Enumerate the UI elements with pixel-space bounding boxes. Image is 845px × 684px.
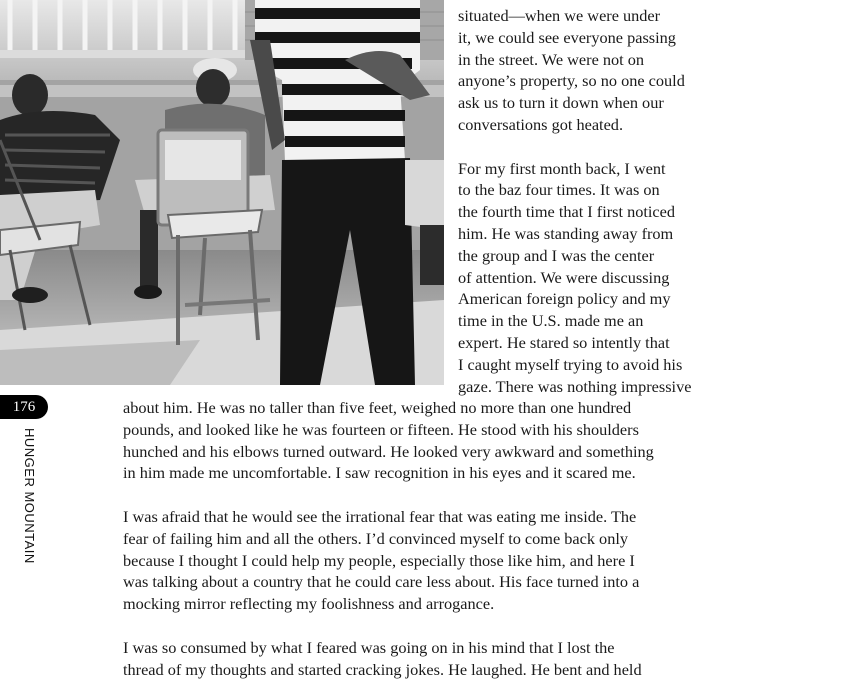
- text-line: the fourth time that I first noticed: [458, 202, 676, 222]
- text-line: to the baz four times. It was on: [458, 180, 660, 200]
- text-line: pounds, and looked like he was fourteen or fifteen. He stood with his shoulders: [123, 419, 639, 439]
- text-line: ask us to turn it down when our: [458, 93, 664, 113]
- paragraph-gap: [123, 484, 743, 506]
- text-line: about him. He was no taller than five feet, weighed no more than one hundred: [123, 398, 632, 417]
- text-line: For my first month back, I went: [458, 158, 666, 178]
- text-line: situated—when we were under: [458, 6, 661, 25]
- paragraph-gap: [123, 615, 743, 637]
- running-head: HUNGER MOUNTAIN: [22, 428, 37, 564]
- text-line: was talking about a country that he could care less about. His face turned into a: [123, 572, 640, 592]
- text-line: time in the U.S. made me an: [458, 311, 644, 331]
- text-line: I was afraid that he would see the irrational fear that was eating me inside. The: [123, 506, 637, 526]
- photo-street-scene-icon: [0, 0, 444, 385]
- text-line: anyone’s property, so no one could: [458, 71, 685, 91]
- full-width-text: [123, 397, 743, 680]
- paragraph-gap: [458, 136, 738, 158]
- street-photo: [0, 0, 444, 385]
- text-line: of attention. We were discussing: [458, 267, 670, 287]
- text-line: it, we could see everyone passing: [458, 27, 676, 47]
- text-line: in him made me uncomfortable. I saw recognition in his eyes and it scared me.: [123, 463, 636, 483]
- text-line: expert. He stared so intently that: [458, 332, 670, 352]
- text-line: gaze. There was nothing impressive: [458, 376, 692, 396]
- text-line: fear of failing him and all the others. I’d convinced myself to come back only: [123, 528, 629, 548]
- text-line: the group and I was the center: [458, 245, 655, 265]
- text-line: American foreign policy and my: [458, 289, 671, 309]
- text-line: in the street. We were not on: [458, 49, 645, 69]
- text-line: him. He was standing away from: [458, 223, 674, 243]
- text-line: thread of my thoughts and started cracking jokes. He laughed. He bent and held: [123, 659, 642, 679]
- text-line: conversations got heated.: [458, 114, 624, 134]
- text-line: because I thought I could help my people, especially those like him, and here I: [123, 550, 635, 570]
- page-number-badge: 176: [0, 395, 48, 419]
- text-line: hunched and his elbows turned outward. He looked very awkward and something: [123, 441, 654, 461]
- text-line: I caught myself trying to avoid his: [458, 354, 683, 374]
- right-column-text: [458, 5, 738, 397]
- text-line: I was so consumed by what I feared was going on in his mind that I lost the: [123, 637, 615, 657]
- text-line: mocking mirror reflecting my foolishness and arrogance.: [123, 594, 495, 614]
